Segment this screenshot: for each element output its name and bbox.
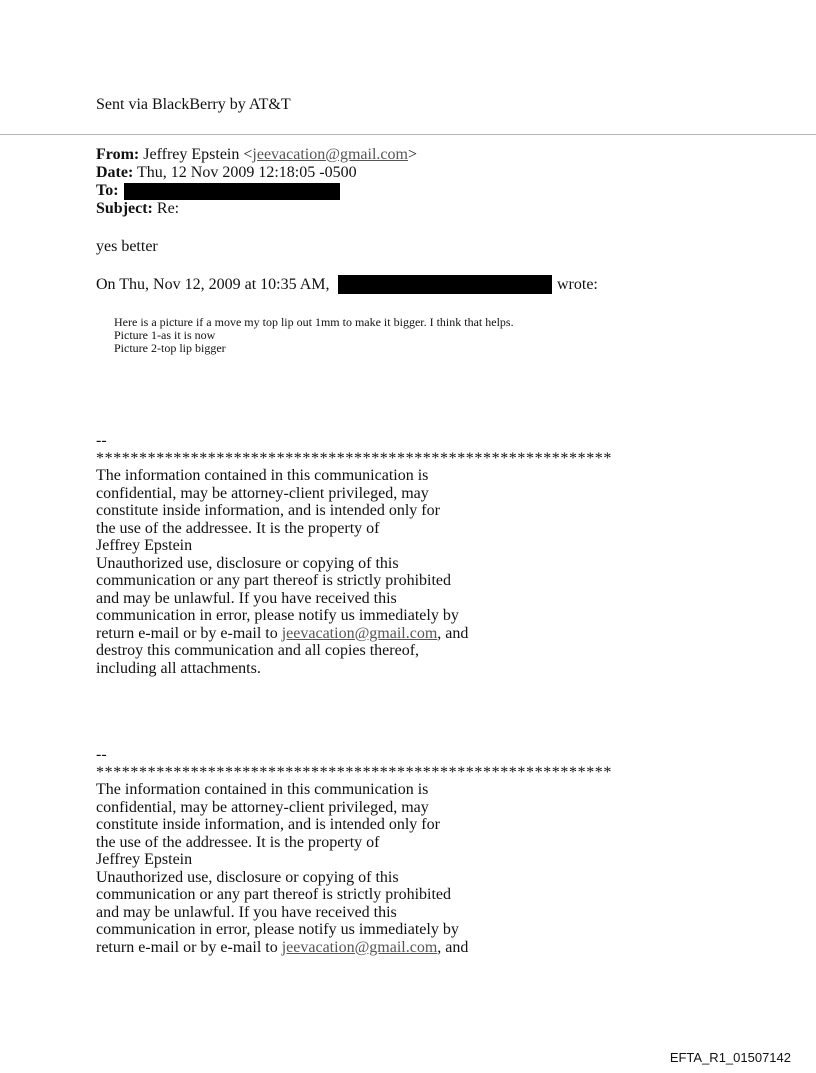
from-close: > xyxy=(407,146,417,163)
quoted-line: Here is a picture if a move my top lip out 1mm to make it bigger. I think that helps. xyxy=(114,315,514,329)
from-row xyxy=(96,146,417,164)
date-row xyxy=(96,164,357,182)
quote-intro-suffix: wrote: xyxy=(557,276,598,293)
quoted-line: Picture 2-top lip bigger xyxy=(114,341,226,355)
document-id: EFTA_R1_01507142 xyxy=(669,1050,791,1065)
email-line-prefix: return e-mail or by e-mail to xyxy=(96,938,282,956)
email-line-suffix: , and xyxy=(437,938,469,956)
to-row xyxy=(96,182,119,200)
disclaimer-email-link[interactable]: jeevacation@gmail.com xyxy=(281,938,438,956)
disclaimer-line: communication in error, please notify us immediately by xyxy=(96,607,459,624)
disclaimer-email-line xyxy=(96,625,612,643)
sent-via-line: Sent via BlackBerry by AT&T xyxy=(96,96,291,113)
disclaimer-line: Jeffrey Epstein xyxy=(96,851,193,868)
from-name: Jeffrey Epstein < xyxy=(143,146,253,163)
date-label: Date: xyxy=(96,164,134,181)
disclaimer-line: Unauthorized use, disclosure or copying of this xyxy=(96,554,399,572)
signature-dash: -- xyxy=(96,746,107,763)
disclaimer-email-line xyxy=(96,939,612,957)
from-email-link[interactable]: jeevacation@gmail.com xyxy=(252,146,408,163)
stars-divider: ************************************************************ xyxy=(96,763,612,781)
disclaimer-line: communication or any part thereof is strictly prohibited xyxy=(96,572,452,589)
disclaimer-line: constitute inside information, and is intended only for xyxy=(96,816,440,833)
to-redaction xyxy=(124,183,340,200)
sender-redaction xyxy=(338,275,552,294)
email-line-prefix: return e-mail or by e-mail to xyxy=(96,624,282,642)
disclaimer-email-link[interactable]: jeevacation@gmail.com xyxy=(281,624,438,642)
disclaimer-line: Jeffrey Epstein xyxy=(96,537,193,554)
disclaimer-line: confidential, may be attorney-client privileged, may xyxy=(96,484,429,502)
disclaimer-block-2 xyxy=(96,746,612,956)
disclaimer-line: destroy this communication and all copies thereof, xyxy=(96,642,420,659)
subject-value: Re: xyxy=(156,200,180,217)
disclaimer-block-1 xyxy=(96,432,612,677)
separator-line xyxy=(0,134,816,135)
disclaimer-line: The information contained in this communication is xyxy=(96,781,429,798)
disclaimer-line: The information contained in this communication is xyxy=(96,467,429,484)
quoted-line: Picture 1-as it is now xyxy=(114,328,216,342)
subject-row xyxy=(96,200,179,218)
from-label: From: xyxy=(96,146,140,163)
subject-label: Subject: xyxy=(96,200,153,217)
disclaimer-line: communication in error, please notify us immediately by xyxy=(96,921,459,938)
disclaimer-line: and may be unlawful. If you have received this xyxy=(96,589,397,607)
disclaimer-line: constitute inside information, and is intended only for xyxy=(96,502,440,519)
stars-divider: ************************************************************ xyxy=(96,449,612,467)
quote-intro xyxy=(96,276,329,294)
disclaimer-line: the use of the addressee. It is the property of xyxy=(96,519,380,537)
date-value: Thu, 12 Nov 2009 12:18:05 -0500 xyxy=(137,164,357,181)
disclaimer-line: including all attachments. xyxy=(96,659,261,677)
reply-text: yes better xyxy=(96,238,158,255)
email-line-suffix: , and xyxy=(437,624,469,642)
signature-dash: -- xyxy=(96,432,107,449)
disclaimer-line: confidential, may be attorney-client privileged, may xyxy=(96,798,429,816)
quote-intro-prefix: On Thu, Nov 12, 2009 at 10:35 AM, xyxy=(96,276,330,293)
disclaimer-line: the use of the addressee. It is the property of xyxy=(96,833,380,851)
to-label: To: xyxy=(96,182,119,199)
disclaimer-line: communication or any part thereof is strictly prohibited xyxy=(96,886,452,903)
disclaimer-line: Unauthorized use, disclosure or copying of this xyxy=(96,868,399,886)
disclaimer-line: and may be unlawful. If you have received this xyxy=(96,903,397,921)
